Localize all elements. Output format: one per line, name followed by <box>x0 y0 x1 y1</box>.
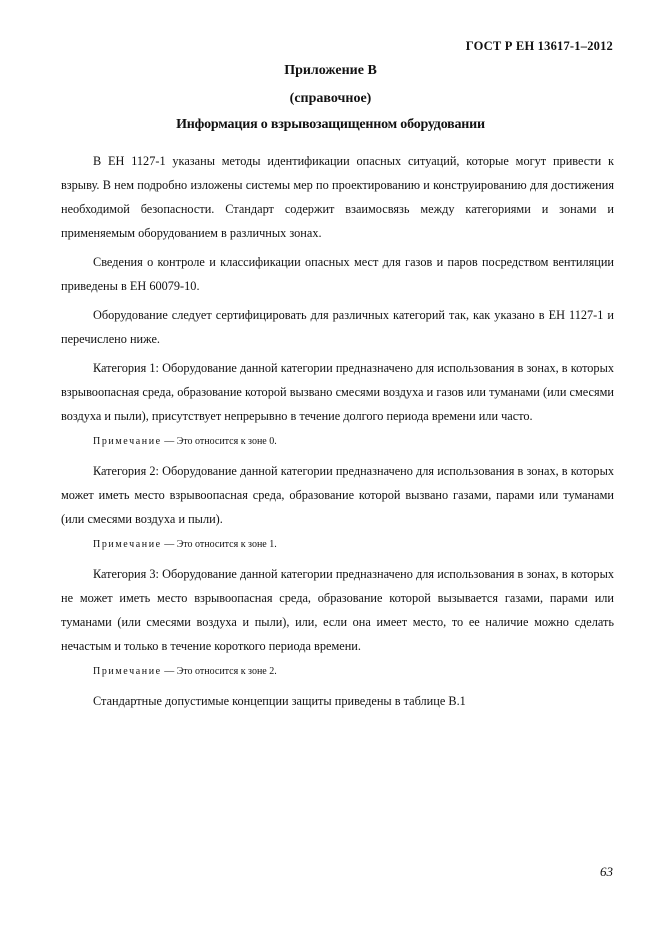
note-label: Примечание <box>93 539 162 550</box>
standard-header: ГОСТ Р ЕН 13617-1–2012 <box>465 39 613 53</box>
note-text: — Это относится к зоне 1. <box>161 539 277 550</box>
paragraph-category-3: Категория 3: Оборудование данной категории предназначено для использования в зонах, в которых не может иметь место взрывоопасная среда, образование которой вызывается газами, парами или туманами (или смесями воздуха и пыли), или, если она имеет место, то ее наличие можно сделать нечастым и только в течение короткого периода времени. <box>61 567 614 653</box>
note <box>61 536 614 554</box>
note <box>61 663 614 681</box>
note <box>61 433 614 451</box>
paragraph: В ЕН 1127-1 указаны методы идентификации опасных ситуаций, которые могут привести к взрыву. В нем подробно изложены системы мер по проектированию и конструированию для достижения необходимой безопасности. Стандарт содержит взаимосвязь между категориями и зонами и применяемым оборудованием в различных зонах. <box>61 154 614 240</box>
note-label: Примечание <box>93 666 162 677</box>
appendix-type: (справочное) <box>289 91 372 106</box>
note-text: — Это относится к зоне 2. <box>161 666 277 677</box>
note-label: Примечание <box>93 436 162 447</box>
document-body <box>61 149 614 718</box>
page-number: 63 <box>600 864 613 879</box>
appendix-title: Приложение В <box>284 63 377 78</box>
paragraph: Оборудование следует сертифицировать для различных категорий так, как указано в ЕН 1127-1 и перечислено ниже. <box>61 308 614 346</box>
paragraph: Сведения о контроле и классификации опасных мест для газов и паров посредством вентиляции приведены в ЕН 60079-10. <box>61 255 614 293</box>
note-text: — Это относится к зоне 0. <box>161 436 277 447</box>
paragraph-category-1: Категория 1: Оборудование данной категории предназначено для использования в зонах, в которых взрывоопасная среда, образование которой вызвано смесями воздуха и газов или туманами (или смесями воздуха и пыли), присутствует непрерывно в течение долгого периода времени или часто. <box>61 361 614 423</box>
paragraph: Стандартные допустимые концепции защиты приведены в таблице В.1 <box>93 694 466 708</box>
paragraph-category-2: Категория 2: Оборудование данной категории предназначено для использования в зонах, в которых может иметь место взрывоопасная среда, образование которой вызвано газами, парами или туманами (или смесями воздуха и пыли). <box>61 464 614 526</box>
appendix-heading: Информация о взрывозащищенном оборудовании <box>176 117 485 132</box>
